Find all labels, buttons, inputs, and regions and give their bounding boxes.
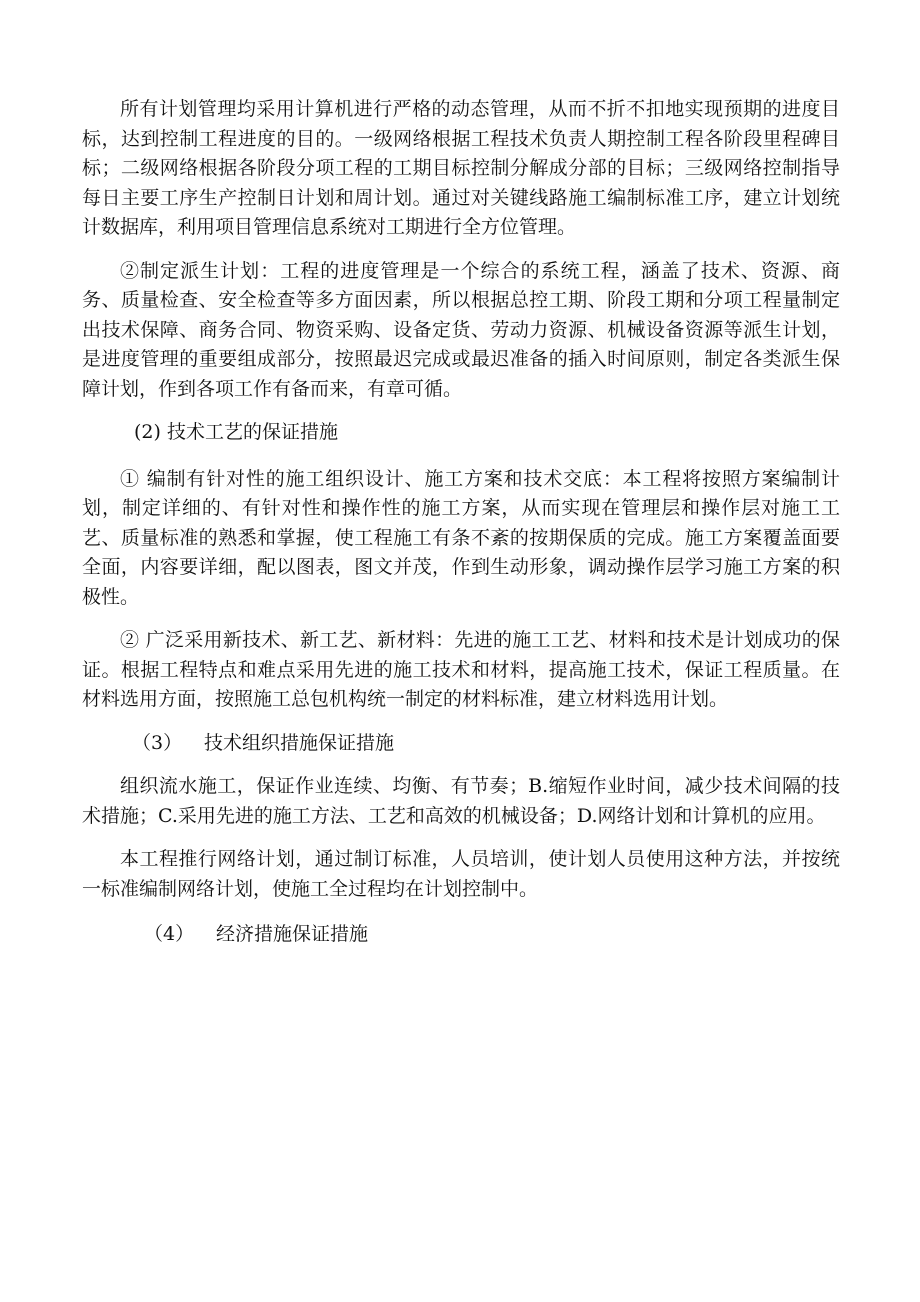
heading-economic-measures bbox=[82, 920, 840, 950]
paragraph-progress-management: 所有计划管理均采用计算机进行严格的动态管理，从而不折不扣地实现预期的进度目标，达到控制工程进度的目的。一级网络根据工程技术负责人期控制工程各阶段里程碑目标；二级网络根据各阶段分项工程的工期目标控制分解成分部的目标；三级网络控制指导每日主要工序生产控制日计划和周计划。通过对关键线路施工编制标准工序，建立计划统计数据库，利用项目管理信息系统对工期进行全方位管理。 bbox=[82, 98, 840, 238]
paragraph-derived-plans: ②制定派生计划：工程的进度管理是一个综合的系统工程，涵盖了技术、资源、商务、质量检查、安全检查等多方面因素，所以根据总控工期、阶段工期和分项工程量制定出技术保障、商务合同、物资采购、设备定货、劳动力资源、机械设备资源等派生计划，是进度管理的重要组成部分，按照最迟完成或最迟准备的插入时间原则，制定各类派生保障计划，作到各项工作有备而来，有章可循。 bbox=[82, 259, 840, 400]
heading-technical-process-measures: (2) 技术工艺的保证措施 bbox=[134, 421, 338, 443]
paragraph-network-planning: 本工程推行网络计划，通过制订标准，人员培训，使计划人员使用这种方法，并按统一标准编制网络计划，使施工全过程均在计划控制中。 bbox=[82, 848, 840, 900]
heading-text: 技术组织措施保证措施 bbox=[204, 731, 395, 754]
paragraph-flow-construction: 组织流水施工，保证作业连续、均衡、有节奏；B.缩短作业时间，减少技术间隔的技术措施；C.采用先进的施工方法、工艺和高效的机械设备；D.网络计划和计算机的应用。 bbox=[82, 775, 840, 827]
paragraph-construction-design: ① 编制有针对性的施工组织设计、施工方案和技术交底：本工程将按照方案编制计划，制定详细的、有针对性和操作性的施工方案，从而实现在管理层和操作层对施工工艺、质量标准的熟悉和掌握，使工程施工有条不紊的按期保质的完成。施工方案覆盖面要全面，内容要详细，配以图表，图文并茂，作到生动形象，调动操作层学习施工方案的积极性。 bbox=[82, 467, 840, 608]
heading-text: 经济措施保证措施 bbox=[216, 923, 369, 945]
heading-number: （4） bbox=[144, 923, 195, 945]
document-page bbox=[82, 95, 840, 950]
heading-number: （3） bbox=[132, 731, 183, 754]
heading-organizational-measures bbox=[82, 729, 840, 759]
paragraph-new-technology: ② 广泛采用新技术、新工艺、新材料：先进的施工工艺、材料和技术是计划成功的保证。根据工程特点和难点采用先进的施工技术和材料，提高施工技术，保证工程质量。在材料选用方面，按照施工总包机构统一制定的材料标准，建立材料选用计划。 bbox=[82, 629, 840, 710]
